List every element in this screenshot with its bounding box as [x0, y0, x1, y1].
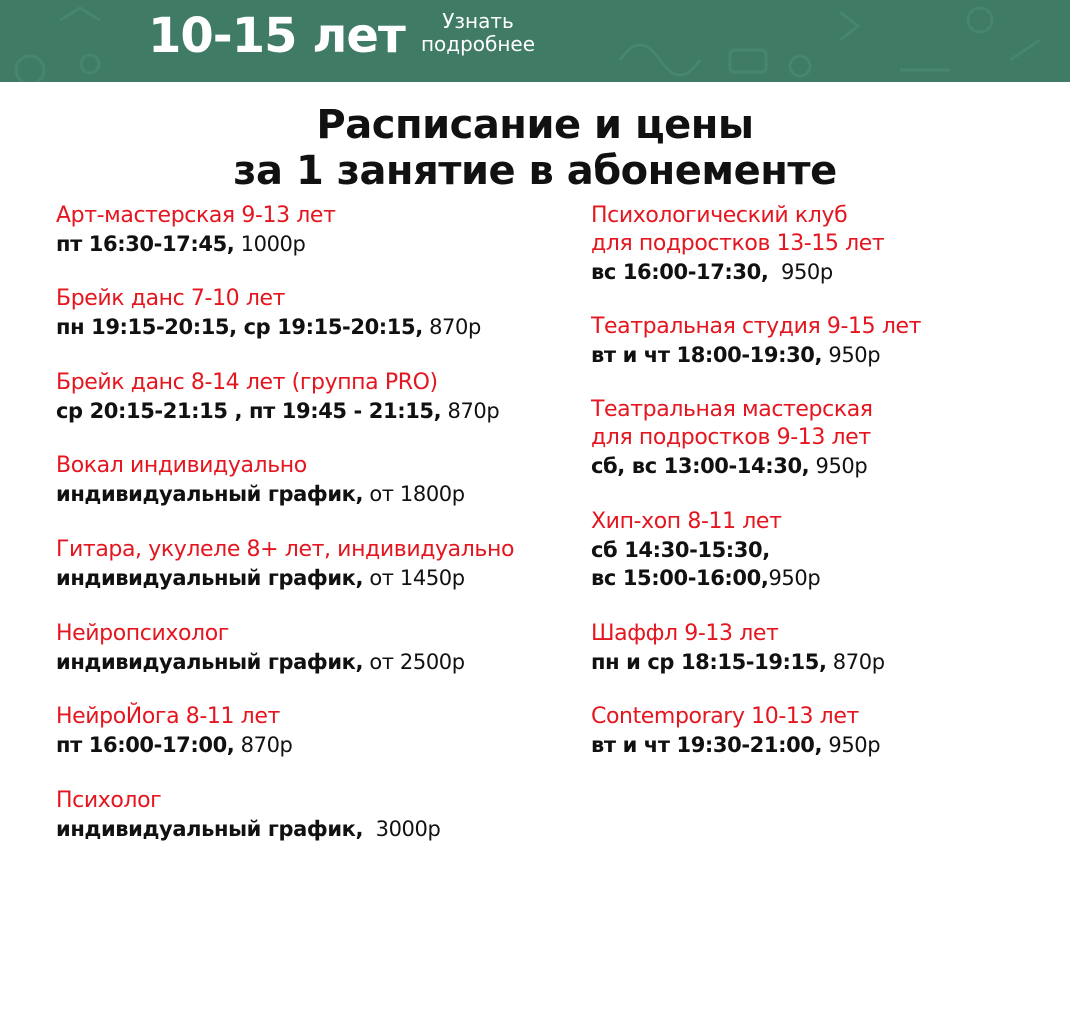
schedule-price: 950р [822, 343, 881, 367]
class-name: Нейропсихолог [56, 621, 229, 646]
class-name: для подростков 13-15 лет [591, 231, 885, 256]
schedule-line [591, 258, 884, 286]
schedule-entry [56, 285, 481, 341]
schedule-price: 950р [768, 566, 821, 590]
schedule-line [56, 648, 465, 676]
learn-more-link[interactable] [414, 10, 542, 56]
learn-more-line2[interactable]: подробнее [420, 32, 536, 56]
class-name: Психолог [56, 788, 162, 813]
schedule-price: 950р [768, 260, 833, 284]
schedule-time: вт и чт 18:00-19:30, [591, 343, 823, 367]
schedule-price: 1000р [234, 232, 306, 256]
schedule-time: сб 14:30-15:30, [591, 538, 770, 562]
schedule-entry [56, 536, 514, 592]
schedule-time: вс 15:00-16:00, [591, 566, 769, 590]
schedule-price: от 1800р [363, 482, 465, 506]
schedule-time: пн 19:15-20:15, ср 19:15-20:15, [56, 315, 423, 339]
schedule-time: индивидуальный график, [56, 650, 364, 674]
schedule-price: 870р [422, 315, 481, 339]
class-name: Хип-хоп 8-11 лет [591, 509, 782, 534]
schedule-line [591, 452, 873, 480]
schedule-entry [56, 620, 465, 676]
schedule-time: сб, вс 13:00-14:30, [591, 454, 810, 478]
class-name: Арт-мастерская 9-13 лет [56, 203, 336, 228]
age-title: 10-15 лет [148, 8, 405, 64]
schedule-price: 870р [234, 733, 293, 757]
class-name: Гитара, укулеле 8+ лет, индивидуально [56, 537, 515, 562]
schedule-time: вт и чт 19:30-21:00, [591, 733, 823, 757]
schedule-entry [56, 369, 499, 425]
class-name: НейроЙога 8-11 лет [56, 704, 280, 729]
schedule-line [56, 815, 440, 843]
schedule-price: 870р [826, 650, 885, 674]
schedule-price: от 1450р [363, 566, 465, 590]
header-banner [0, 0, 1070, 82]
class-name: Театральная мастерская [591, 397, 873, 422]
class-name: Вокал индивидуально [56, 453, 307, 478]
schedule-line [591, 731, 880, 759]
schedule-entry [591, 202, 884, 286]
page-title [0, 102, 1070, 194]
schedule-line [56, 230, 336, 258]
schedule-time: вс 16:00-17:30, [591, 260, 769, 284]
schedule-entry [591, 620, 885, 676]
class-name: Шаффл 9-13 лет [591, 621, 779, 646]
class-name: Психологический клуб [591, 203, 848, 228]
class-name: Брейк данс 7-10 лет [56, 286, 286, 311]
schedule-entry [56, 452, 465, 508]
schedule-line [56, 313, 481, 341]
class-name: Театральная студия 9-15 лет [591, 314, 922, 339]
title-line2: за 1 занятие в абонементе [233, 148, 837, 194]
schedule-time: пн и ср 18:15-19:15, [591, 650, 827, 674]
schedule-line [56, 397, 499, 425]
schedule-price: 950р [822, 733, 881, 757]
class-name: для подростков 9-13 лет [591, 425, 871, 450]
schedule-entry [591, 396, 873, 480]
schedule-entry [56, 202, 336, 258]
schedule-price: от 2500р [363, 650, 465, 674]
class-name: Contemporary 10-13 лет [591, 704, 859, 729]
schedule-line [591, 536, 820, 564]
schedule-line [56, 480, 465, 508]
schedule-time: индивидуальный график, [56, 566, 364, 590]
schedule-line [56, 564, 514, 592]
class-name: Брейк данс 8-14 лет (группа PRO) [56, 370, 438, 395]
schedule-line [591, 648, 885, 676]
schedule-entry [56, 703, 292, 759]
schedule-line [591, 341, 921, 369]
title-line1: Расписание и цены [316, 102, 754, 148]
schedule-entry [591, 703, 880, 759]
schedule-time: пт 16:00-17:00, [56, 733, 235, 757]
schedule-line [591, 564, 820, 592]
schedule-entry [591, 313, 921, 369]
learn-more-line1[interactable]: Узнать [442, 9, 514, 33]
schedule-time: индивидуальный график, [56, 482, 364, 506]
schedule-time: пт 16:30-17:45, [56, 232, 235, 256]
schedule-price: 870р [441, 399, 500, 423]
schedule-entry [591, 508, 820, 592]
schedule-line [56, 731, 292, 759]
schedule-price: 950р [809, 454, 868, 478]
schedule-time: ср 20:15-21:15 , пт 19:45 - 21:15, [56, 399, 442, 423]
schedule-time: индивидуальный график, [56, 817, 364, 841]
schedule-price: 3000р [363, 817, 441, 841]
schedule-entry [56, 787, 440, 843]
